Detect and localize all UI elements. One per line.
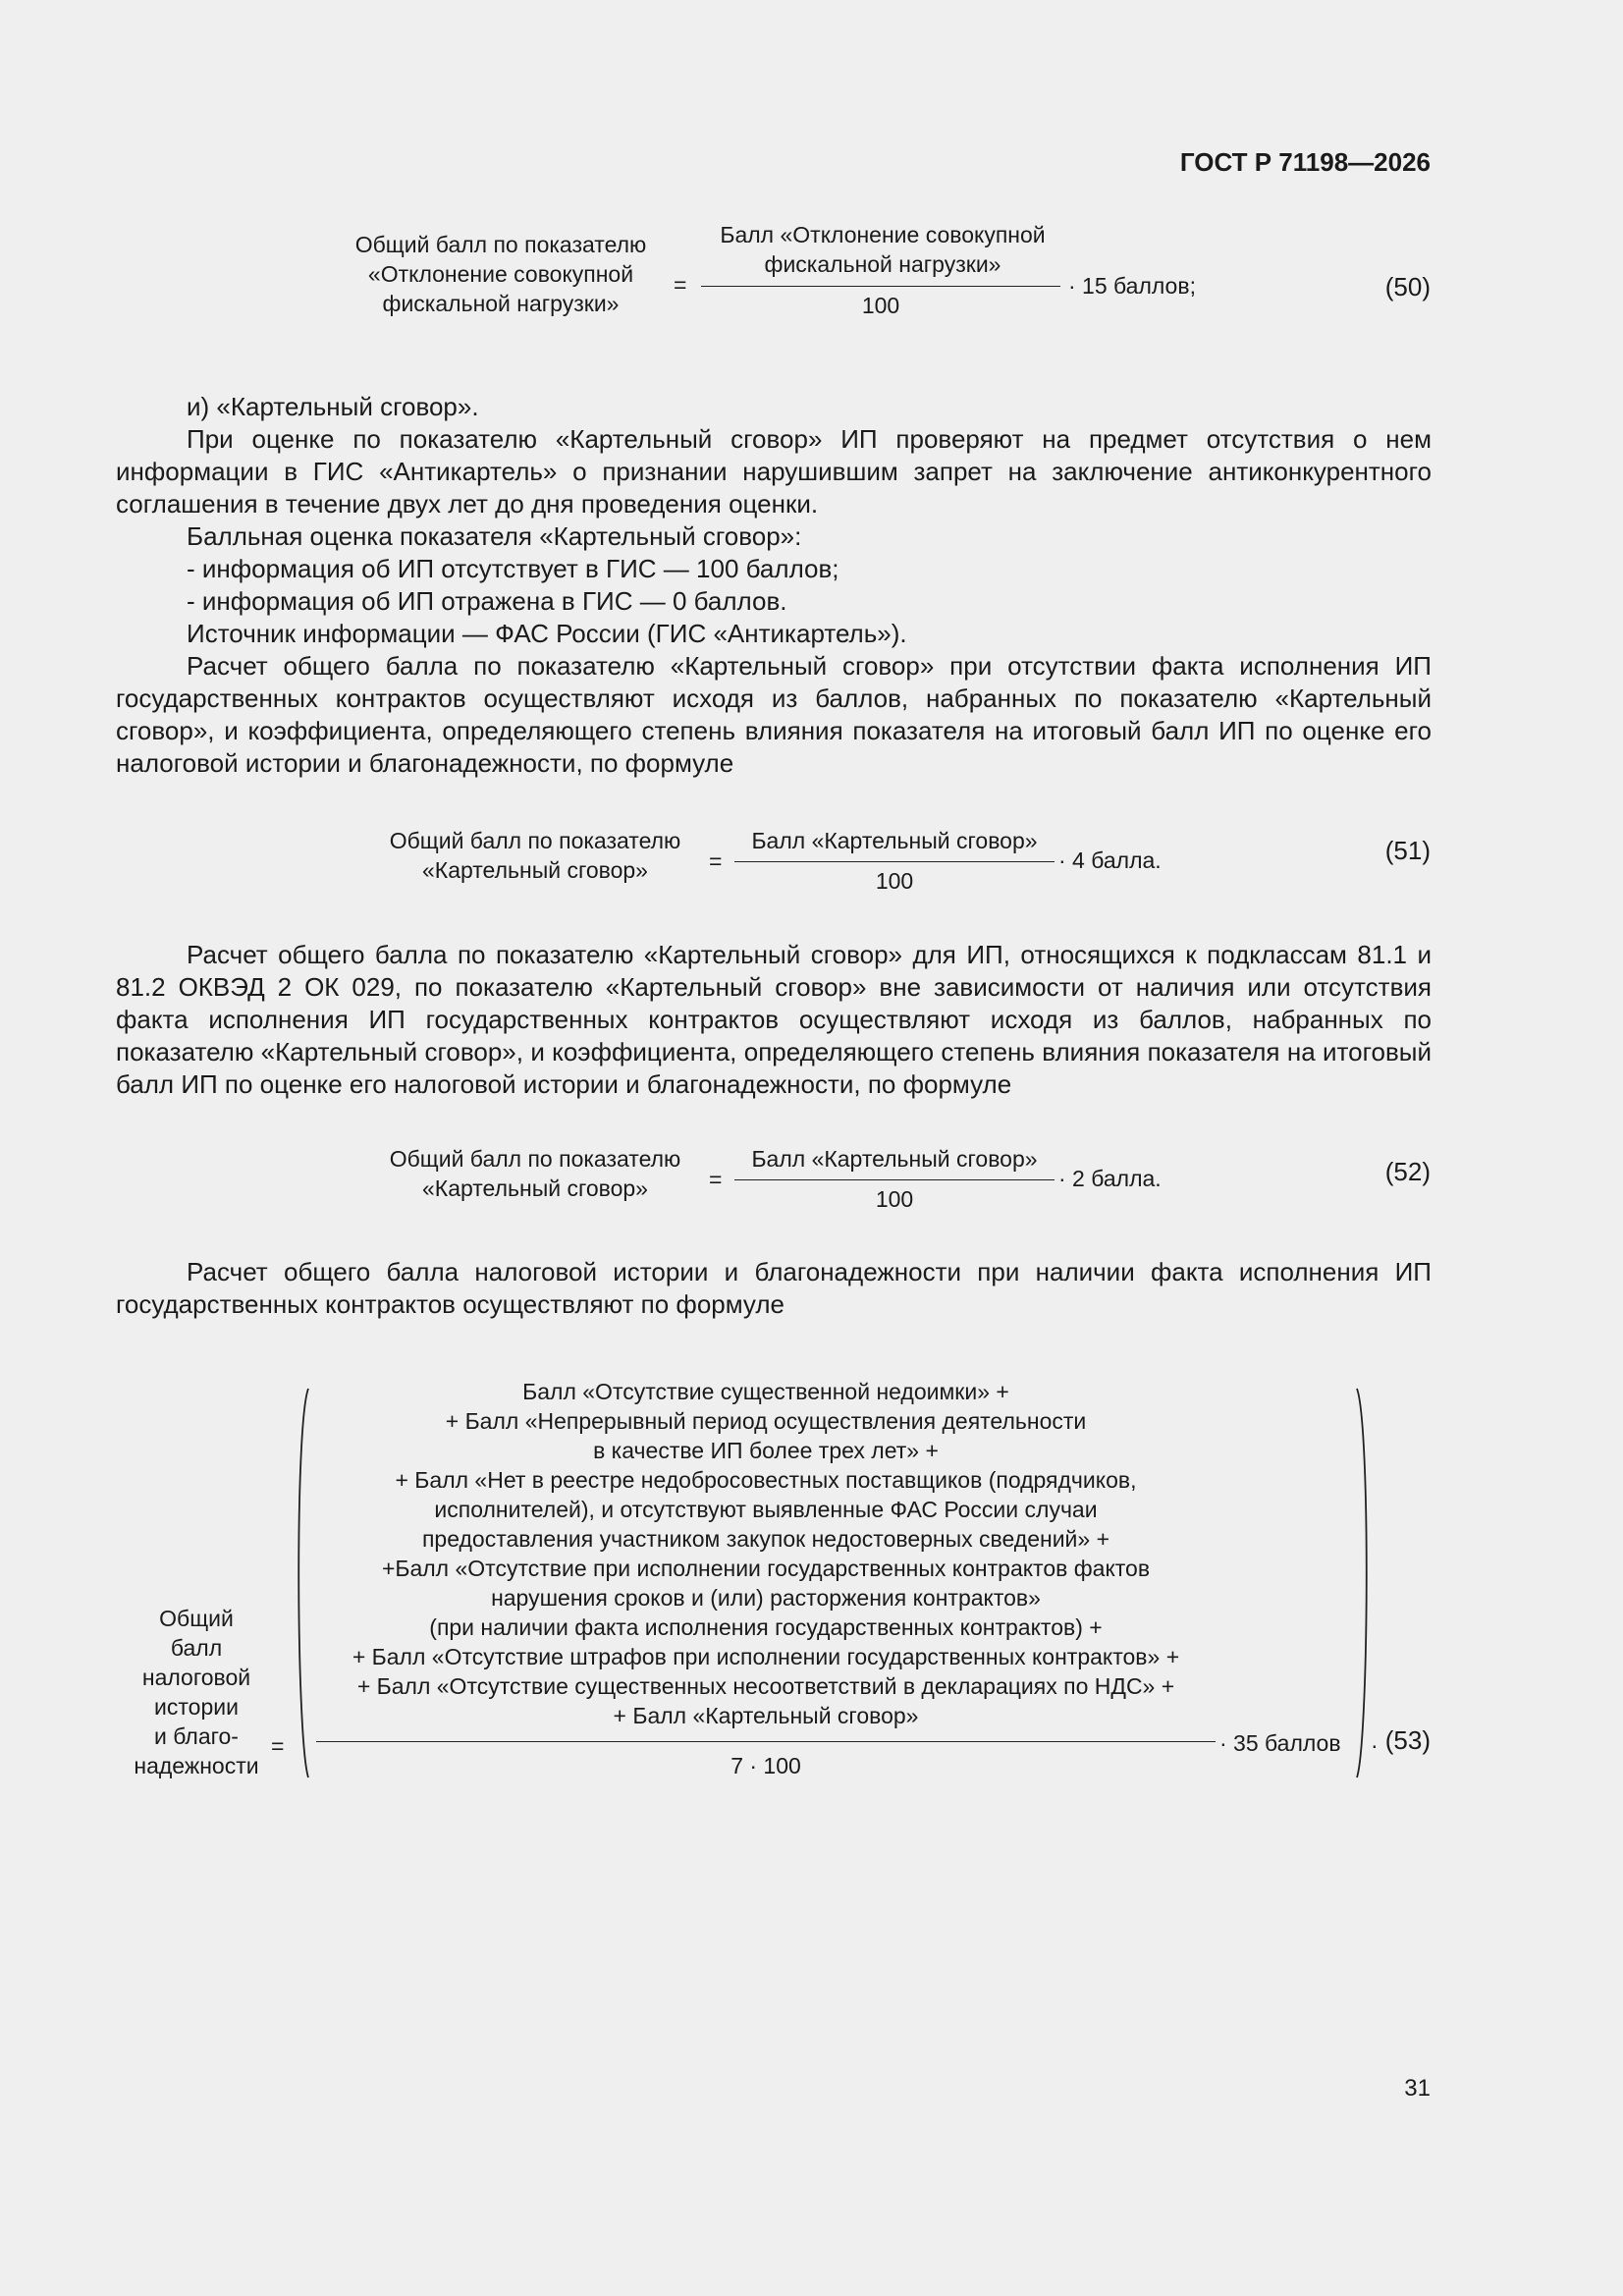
formula-53-eq: = (271, 1733, 285, 1759)
formula-51-denominator: 100 (875, 868, 914, 894)
list-item: - информация об ИП отражена в ГИС — 0 баллов. (187, 586, 787, 616)
formula-52-numerator: Балл «Картельный сговор» (751, 1146, 1038, 1172)
formula-50-lhs: Общий балл по показателю «Отклонение совокупной фискальной нагрузки» (354, 232, 647, 316)
paragraph: При оценке по показателю «Картельный сговор» ИП проверяют на предмет отсутствия о нем информации в ГИС «Антикартель» о признании нарушившим запрет на заключение антиконкурентного соглашения в течение двух лет до дня проведения оценки. (116, 424, 1432, 519)
formula-52-fraction-bar (734, 1179, 1055, 1180)
section-cartel (116, 391, 1432, 780)
paragraph-block (116, 1256, 1432, 1321)
paragraph: Расчет общего балла налоговой истории и благонадежности при наличии факта исполнения ИП государственных контрактов осуществляют по формуле (116, 1257, 1432, 1319)
paragraph: Балльная оценка показателя «Картельный сговор»: (187, 521, 802, 551)
formula-50-numerator: Балл «Отклонение совокупной фискальной нагрузки» (720, 222, 1046, 277)
paragraph: Источник информации — ФАС России (ГИС «Антикартель»). (187, 619, 907, 648)
page-number: 31 (1404, 2075, 1431, 2102)
formula-51-number: (51) (1384, 836, 1431, 865)
formula-51-eq: = (709, 848, 723, 874)
formula-51-multiplier: · 4 балла. (1058, 847, 1162, 873)
formula-53-denominator: 7 · 100 (730, 1753, 801, 1778)
formula-53-outer-dot: · (1371, 1732, 1379, 1758)
formula-51-fraction-bar (734, 861, 1055, 862)
formula-53-numerator: Балл «Отсутствие существенной недоимки» + + Балл «Непрерывный период осуществления деятельности в качестве ИП более трех лет» + + Балл «Нет в реестре недобросовестных поставщиков (подрядчиков, исполнителей), и отсутствуют выявленные ФАС России случаи предоставления участником закупок недостоверных сведений» + +Балл «Отсутствие при исполнении государственных контрактов фактов нарушения сроков и (или) расторжения контрактов» (при наличии факта исполнения государственных контрактов) + + Балл «Отсутствие штрафов при исполнении государственных контрактов» + + Балл «Отсутствие существенных несоответствий в декларациях по НДС» + + Балл «Картельный сговор» (352, 1379, 1180, 1728)
right-parenthesis-icon (1351, 1387, 1375, 1779)
paragraph: Расчет общего балла по показателю «Картельный сговор» при отсутствии факта исполнения ИП государственных контрактов осуществляют исходя из баллов, набранных по показателю «Картельный сговор», и коэффициента, определяющего степень влияния показателя на итоговый балл ИП по оценке его налоговой истории и благонадежности, по формуле (116, 651, 1432, 778)
formula-50-eq: = (674, 272, 687, 298)
formula-52-denominator: 100 (875, 1186, 914, 1212)
formula-53-lhs: Общий балл налоговой истории и благо- надежности (134, 1606, 259, 1778)
formula-52-lhs: Общий балл по показателю «Картельный сговор» (389, 1146, 681, 1201)
formula-51-numerator: Балл «Картельный сговор» (751, 828, 1038, 853)
formula-50-denominator: 100 (861, 293, 900, 318)
paragraph-block (116, 939, 1432, 1101)
paragraph: Расчет общего балла по показателю «Картельный сговор» для ИП, относящихся к подклассам 81.1 и 81.2 ОКВЭД 2 ОК 029, по показателю «Картельный сговор» вне зависимости от наличия или отсутствия факта исполнения ИП государственных контрактов осуществляют исходя из баллов, набранных по показателю «Картельный сговор», и коэффициента, определяющего степень влияния показателя на итоговый балл ИП по оценке его налоговой истории и благонадежности, по формуле (116, 940, 1432, 1099)
formula-53-inner-multiplier: · 35 баллов (1219, 1730, 1341, 1756)
formula-52-eq: = (709, 1167, 723, 1192)
list-item: - информация об ИП отсутствует в ГИС — 100 баллов; (187, 554, 839, 583)
formula-52-multiplier: · 2 балла. (1058, 1166, 1162, 1191)
formula-52-number: (52) (1384, 1157, 1431, 1186)
section-heading: и) «Картельный сговор». (187, 392, 479, 421)
formula-51-lhs: Общий балл по показателю «Картельный сговор» (389, 828, 681, 883)
formula-53-fraction-bar (316, 1741, 1216, 1742)
formula-50-multiplier: · 15 баллов; (1068, 273, 1196, 299)
standard-header: ГОСТ Р 71198—2026 (1179, 147, 1431, 177)
formula-50-fraction-bar (701, 286, 1060, 287)
formula-53-number: (53) (1384, 1725, 1431, 1755)
formula-50-number: (50) (1384, 272, 1431, 301)
